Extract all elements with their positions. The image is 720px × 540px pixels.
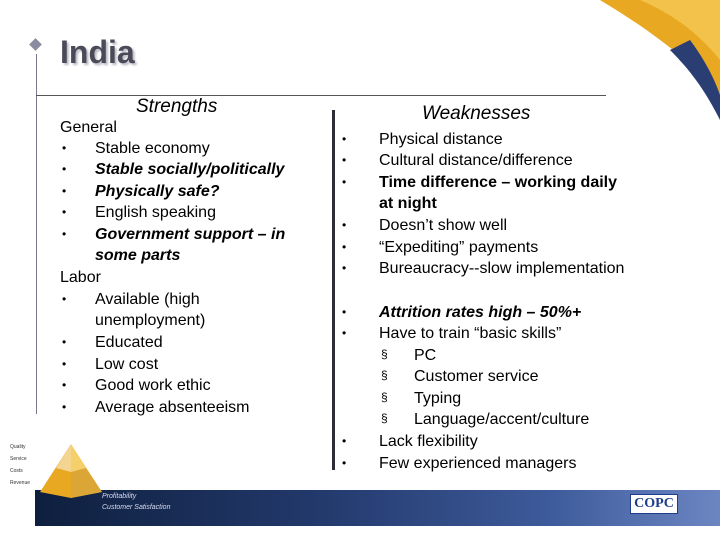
copc-logo: COPC: [630, 494, 678, 514]
list-item: English speaking: [95, 204, 216, 221]
legend-item: Quality: [10, 444, 26, 450]
bullet-icon: •: [342, 434, 347, 448]
sub-list-item: PC: [414, 347, 437, 364]
bullet-icon: •: [62, 205, 67, 219]
list-item: Physically safe?: [95, 183, 220, 200]
list-item-continued: at night: [379, 195, 437, 212]
bullet-icon: •: [62, 227, 67, 241]
list-item: Stable socially/politically: [95, 161, 285, 178]
list-item: Government support – in: [95, 226, 286, 243]
square-bullet-icon: §: [381, 411, 388, 425]
bullet-icon: •: [62, 292, 67, 306]
square-bullet-icon: §: [381, 368, 388, 382]
bullet-icon: •: [342, 305, 347, 319]
bullet-icon: •: [62, 141, 67, 155]
general-label: General: [60, 119, 117, 136]
list-item: Lack flexibility: [379, 433, 478, 450]
bullet-icon: •: [342, 326, 347, 340]
sub-list-item: Customer service: [414, 368, 539, 385]
list-item: “Expediting” payments: [379, 239, 539, 256]
list-item: Bureaucracy--slow implementation: [379, 260, 625, 277]
bullet-icon: •: [342, 132, 347, 146]
list-item: Have to train “basic skills”: [379, 325, 562, 342]
title-underline: [36, 95, 606, 96]
labor-label: Labor: [60, 269, 101, 286]
sub-list-item: Typing: [414, 390, 462, 407]
list-item: Doesn’t show well: [379, 217, 508, 234]
bullet-icon: •: [342, 261, 347, 275]
column-divider: [332, 110, 335, 470]
strengths-heading: Strengths: [136, 96, 218, 117]
bullet-icon: •: [62, 335, 67, 349]
bullet-icon: •: [62, 378, 67, 392]
square-bullet-icon: §: [381, 347, 388, 361]
bullet-icon: •: [342, 218, 347, 232]
list-item: Cultural distance/difference: [379, 152, 573, 169]
list-item: Time difference – working daily: [379, 174, 617, 191]
weaknesses-heading: Weaknesses: [422, 103, 531, 124]
list-item: Educated: [95, 334, 163, 351]
bullet-icon: •: [62, 400, 67, 414]
sub-list-item: Language/accent/culture: [414, 411, 590, 428]
legend-item: Costs: [10, 468, 23, 474]
list-item: Stable economy: [95, 140, 210, 157]
left-rule: [36, 54, 37, 414]
list-item: Available (high: [95, 291, 200, 308]
list-item-continued: unemployment): [95, 312, 206, 329]
legend-item: Revenue: [10, 480, 31, 486]
list-item: Low cost: [95, 356, 159, 373]
list-item: Physical distance: [379, 131, 503, 148]
list-item: Few experienced managers: [379, 455, 577, 472]
title-bullet-icon: [29, 38, 42, 51]
bullet-icon: •: [62, 357, 67, 371]
list-item: Attrition rates high – 50%+: [379, 304, 582, 321]
list-item: Good work ethic: [95, 377, 211, 394]
page-title: India: [60, 34, 135, 70]
bullet-icon: •: [342, 240, 347, 254]
footer-customer-satisfaction: Customer Satisfaction: [102, 504, 171, 511]
list-item: Average absenteeism: [95, 399, 250, 416]
bullet-icon: •: [342, 175, 347, 189]
list-item-continued: some parts: [95, 247, 181, 264]
bullet-icon: •: [342, 456, 347, 470]
footer-profitability: Profitability: [102, 493, 137, 500]
bullet-icon: •: [342, 153, 347, 167]
square-bullet-icon: §: [381, 390, 388, 404]
bullet-icon: •: [62, 162, 67, 176]
bullet-icon: •: [62, 184, 67, 198]
legend-item: Service: [10, 456, 27, 462]
pyramid-logo-icon: [36, 440, 106, 500]
